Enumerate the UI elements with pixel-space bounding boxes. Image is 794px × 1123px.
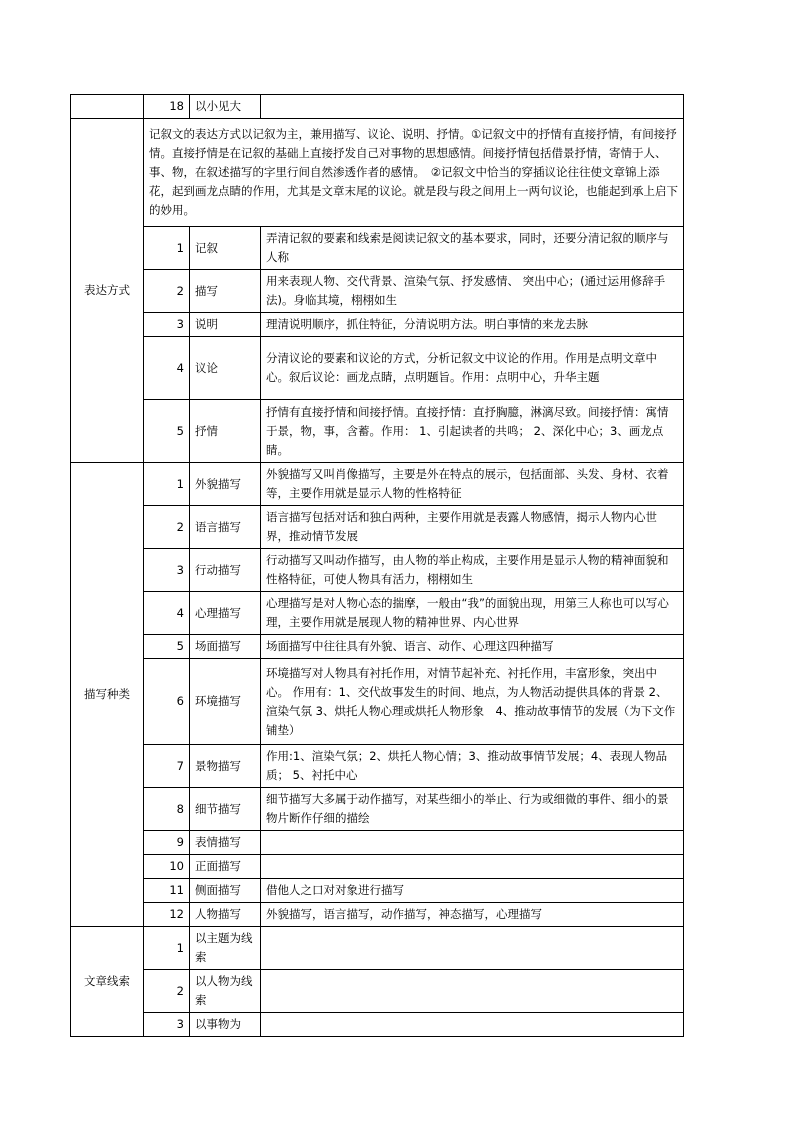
- row-item-name: 说明: [190, 313, 261, 337]
- row-description: [261, 927, 684, 970]
- table-row: [71, 745, 684, 788]
- row-item-name: 抒情: [190, 400, 261, 463]
- row-description: [261, 970, 684, 1013]
- row-description: 用来表现人物、交代背景、渲染气氛、抒发感情、 突出中心；(通过运用修辞手法)。身临其境，栩栩如生: [261, 270, 684, 313]
- table-row: [71, 855, 684, 879]
- category-cell: 描写种类: [71, 463, 144, 927]
- row-description: 外貌描写，语言描写，动作描写，神态描写，心理描写: [261, 903, 684, 927]
- section-intro-text: 记叙文的表达方式以记叙为主，兼用描写、议论、说明、抒情。①记叙文中的抒情有直接抒情，有间接抒情。直接抒情是在记叙的基础上直接抒发自己对事物的思想感情。间接抒情包括借景抒情，寄情于人、事、物，在叙述描写的字里行间自然渗透作者的感情。 ②记叙文中恰当的穿插议论往往使文章锦上添花，起到画龙点睛的作用，尤其是文章末尾的议论。就是段与段之间用上一两句议论，也能起到承上启下的妙用。: [144, 119, 684, 227]
- row-number: 3: [144, 549, 190, 592]
- row-item-name: 记叙: [190, 227, 261, 270]
- row-number: 10: [144, 855, 190, 879]
- row-item-name: 描写: [190, 270, 261, 313]
- table-row: [71, 400, 684, 463]
- row-number: 1: [144, 227, 190, 270]
- row-item-name: 环境描写: [190, 659, 261, 745]
- table-row: [71, 927, 684, 970]
- table-row: [71, 879, 684, 903]
- row-item-name: 以小见大: [190, 95, 261, 119]
- row-description: 理清说明顺序，抓住特征，分清说明方法。明白事情的来龙去脉: [261, 313, 684, 337]
- summary-table: [70, 94, 684, 1037]
- table-row: [71, 549, 684, 592]
- row-item-name: 人物描写: [190, 903, 261, 927]
- row-number: 7: [144, 745, 190, 788]
- row-item-name: 以主题为线索: [190, 927, 261, 970]
- row-item-name: 正面描写: [190, 855, 261, 879]
- table-row: [71, 227, 684, 270]
- row-item-name: 以事物为: [190, 1013, 261, 1037]
- category-cell: 表达方式: [71, 119, 144, 463]
- row-number: 11: [144, 879, 190, 903]
- table-row: [71, 270, 684, 313]
- table-row: [71, 659, 684, 745]
- row-number: 12: [144, 903, 190, 927]
- table-row: [71, 970, 684, 1013]
- table-body: [71, 95, 684, 1037]
- row-item-name: 场面描写: [190, 635, 261, 659]
- table-row: [71, 831, 684, 855]
- row-number: 6: [144, 659, 190, 745]
- row-description: 抒情有直接抒情和间接抒情。直接抒情：直抒胸臆，淋漓尽致。间接抒情：寓情于景，物，事，含蓄。作用： 1、引起读者的共鸣； 2、深化中心；3、画龙点睛。: [261, 400, 684, 463]
- row-description: [261, 831, 684, 855]
- category-cell: 文章线索: [71, 927, 144, 1037]
- intro-row: [71, 119, 684, 227]
- row-description: [261, 95, 684, 119]
- category-cell-empty: [71, 95, 144, 119]
- table-row: [71, 788, 684, 831]
- row-description: 环境描写对人物具有衬托作用，对情节起补充、衬托作用，丰富形象，突出中心。 作用有：1、交代故事发生的时间、地点，为人物活动提供具体的背景 2、渲染气氛 3、烘托人物心理或烘托人物形象 4、推动故事情节的发展（为下文作铺垫）: [261, 659, 684, 745]
- row-description: 语言描写包括对话和独白两种，主要作用就是表露人物感情，揭示人物内心世界，推动情节发展: [261, 506, 684, 549]
- row-item-name: 语言描写: [190, 506, 261, 549]
- row-description: 分清议论的要素和议论的方式，分析记叙文中议论的作用。作用是点明文章中心。叙后议论：画龙点睛，点明题旨。作用：点明中心，升华主题: [261, 337, 684, 400]
- row-item-name: 细节描写: [190, 788, 261, 831]
- table-row: [71, 635, 684, 659]
- row-number: 3: [144, 313, 190, 337]
- table-row-top: [71, 95, 684, 119]
- table-row: [71, 592, 684, 635]
- row-number: 1: [144, 463, 190, 506]
- row-number: 9: [144, 831, 190, 855]
- row-number: 2: [144, 970, 190, 1013]
- row-item-name: 议论: [190, 337, 261, 400]
- row-number: 3: [144, 1013, 190, 1037]
- row-number: 5: [144, 635, 190, 659]
- row-item-name: 心理描写: [190, 592, 261, 635]
- table-row: [71, 313, 684, 337]
- table-row: [71, 506, 684, 549]
- row-number: 2: [144, 506, 190, 549]
- table-row: [71, 1013, 684, 1037]
- row-description: 外貌描写又叫肖像描写，主要是外在特点的展示，包括面部、头发、身材、衣着等，主要作用就是显示人物的性格特征: [261, 463, 684, 506]
- row-number: 18: [144, 95, 190, 119]
- row-description: 作用:1、渲染气氛；2、烘托人物心情；3、推动故事情节发展；4、表现人物品质； 5、衬托中心: [261, 745, 684, 788]
- row-item-name: 外貌描写: [190, 463, 261, 506]
- table-row: [71, 463, 684, 506]
- row-item-name: 景物描写: [190, 745, 261, 788]
- row-number: 2: [144, 270, 190, 313]
- row-item-name: 行动描写: [190, 549, 261, 592]
- row-description: [261, 855, 684, 879]
- row-number: 8: [144, 788, 190, 831]
- table-row: [71, 337, 684, 400]
- row-description: 行动描写又叫动作描写，由人物的举止构成，主要作用是显示人物的精神面貌和性格特征，可使人物具有活力，栩栩如生: [261, 549, 684, 592]
- row-description: 借他人之口对对象进行描写: [261, 879, 684, 903]
- row-number: 1: [144, 927, 190, 970]
- row-description: 场面描写中往往具有外貌、语言、动作、心理这四种描写: [261, 635, 684, 659]
- row-description: 细节描写大多属于动作描写，对某些细小的举止、行为或细微的事件、细小的景物片断作仔细的描绘: [261, 788, 684, 831]
- row-item-name: 侧面描写: [190, 879, 261, 903]
- row-description: 心理描写是对人物心态的揣摩，一般由“我”的面貌出现，用第三人称也可以写心理，主要作用就是展现人物的精神世界、内心世界: [261, 592, 684, 635]
- row-item-name: 表情描写: [190, 831, 261, 855]
- row-number: 4: [144, 592, 190, 635]
- row-description: [261, 1013, 684, 1037]
- row-description: 弄清记叙的要素和线索是阅读记叙文的基本要求，同时，还要分清记叙的顺序与人称: [261, 227, 684, 270]
- table-row: [71, 903, 684, 927]
- row-item-name: 以人物为线索: [190, 970, 261, 1013]
- row-number: 4: [144, 337, 190, 400]
- row-number: 5: [144, 400, 190, 463]
